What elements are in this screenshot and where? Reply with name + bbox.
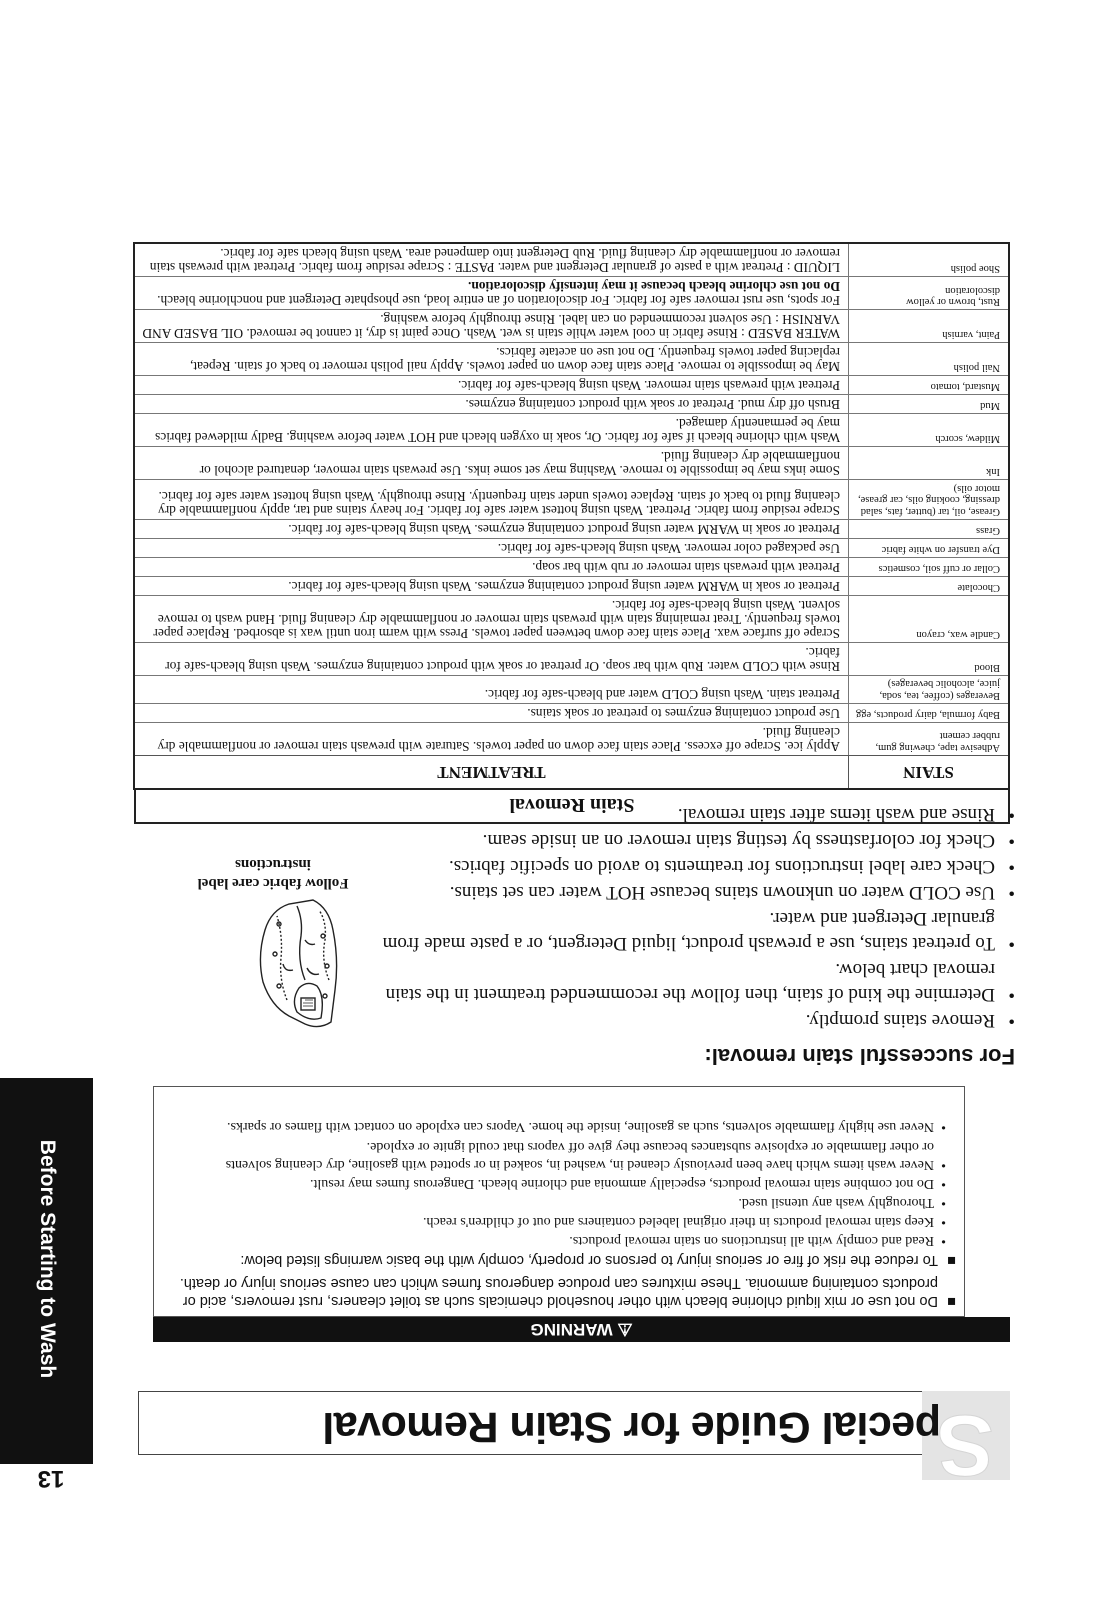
warning-bullet: • Read and comply with all instructions on stain removal products. — [569, 1233, 946, 1248]
table-row — [134, 343, 1009, 376]
table-row — [134, 704, 1009, 723]
table-row — [134, 577, 1009, 596]
stain-cell: Paint, varnish — [849, 310, 1010, 343]
treatment-cell: Scrape off surface wax. Place stain face down between paper towels. Press with warm iron until wax is absorbed. Replace paper towels frequently. Treat remaining stain with prewash stain remover or nonflammable dry cleaning fluid. Hand wash to remove solvent. Wash using bleach-safe for fabric. — [134, 596, 849, 643]
stain-cell: Nail polish — [849, 343, 1010, 376]
table-row — [134, 244, 1009, 278]
treatment-cell: Brush off dry mud. Pretreat or soak with product containing enzymes. — [134, 395, 849, 414]
stain-cell: Mustard, tomato — [849, 376, 1010, 395]
table-row — [134, 643, 1009, 676]
table-row — [134, 376, 1009, 395]
title-initial: S — [936, 1397, 994, 1493]
warning-item: ■ Do not use or mix liquid chlorine bleach with other household chemicals such as toilet cleaners, rust removers, acid or products containing ammonia. These mixtures can produce dangerous fumes which can cause serious injury or death. — [164, 1274, 964, 1310]
side-rule — [0, 1436, 93, 1438]
successful-bullet: • Remove stains promptly. — [805, 1010, 1015, 1031]
treatment-bold-note: Do not use chlorine bleach because it may intensify discoloration. — [468, 279, 840, 295]
table-header-row — [134, 756, 1009, 790]
treatment-cell: Use product containing enzymes to pretreat or soak stains. — [134, 704, 849, 723]
treatment-cell: WATER BASED : Rinse fabric in cool water while stain is wet. Wash. Once paint is dry, it cannot be removed. OIL BASED AND VARNISH : Use solvent recommended on can label. Rinse throughly before washing. — [134, 310, 849, 343]
warning-line: Do not use or mix liquid chlorine bleach with other household chemicals such as toilet cleaners, rust removers, acid or — [182, 1293, 938, 1309]
treatment-cell: Pretreat with prewash stain remover or rub with bar soap. — [134, 558, 849, 577]
treatment-cell: For spots, use rust remover safe for fabric. For discoloration of an entire load, use phosphate Detergent and nonchlorine bleach. Do not use chlorine bleach because it may intensify discoloration. — [134, 277, 849, 310]
treatment-cell: Some inks may be impossible to remove. Washing may set some inks. Use prewash stain remover, denatured alcohol or nonflammable dry cleaning fluid. — [134, 447, 849, 480]
stain-cell: Baby formula, dairy products, egg — [849, 704, 1010, 723]
warning-bullet: • Never use highly flammable solvents, such as gasoline, inside the home. Vapors can explode on contact with flames or sparks. — [227, 1119, 946, 1134]
table-row — [134, 480, 1009, 520]
treatment-cell: May be impossible to remove. Place stain face down on paper towels. Apply nail polish remover to back of stain. Repeat, replacing paper towels frequently. Do not use on acetate fabrics. — [134, 343, 849, 376]
table-row — [134, 539, 1009, 558]
treatment-cell: Apply ice. Scrape off excess. Place stain face down on paper towels. Saturate with prewash stain remover or nonflammable dry cleaning fluid. — [134, 723, 849, 756]
treatment-cell: Pretreat or soak in WARM water using product containing enzymes. Wash using bleach-safe for fabric. — [134, 577, 849, 596]
table-row — [134, 676, 1009, 704]
table-row — [134, 395, 1009, 414]
warning-bullet: • Thoroughly wash any utensil used. — [738, 1195, 946, 1210]
warning-header: ⚠ WARNING — [153, 1317, 1010, 1342]
table-row — [134, 558, 1009, 577]
treatment-cell: Pretreat with prewash stain remover. Wash using bleach-safe for fabric. — [134, 376, 849, 395]
stain-cell: Shoe polish — [849, 244, 1010, 278]
successful-bullets — [375, 800, 1015, 1032]
warning-bullets — [166, 1116, 946, 1249]
page-number: 13 — [37, 1465, 65, 1492]
warning-bullet: • Keep stain removal products in their original labeled containers and out of children's reach. — [422, 1214, 946, 1229]
treatment-cell: Pretreat or soak in WARM water using product containing enzymes. Wash using bleach-safe for fabric. — [134, 520, 849, 539]
successful-bullet: • Check care label instructions for treatments to avoid on specific fabrics. — [448, 856, 1015, 877]
successful-bullet: • Use COLD water on unknown stains because HOT water can set stains. — [449, 882, 1015, 903]
warning-line: To reduce the risk of fire or serious injury to persons or property, comply with the basic warnings listed below: — [240, 1252, 938, 1268]
warning-item: ■ To reduce the risk of fire or serious injury to persons or property, comply with the basic warnings listed below: — [164, 1251, 964, 1269]
warning-line: products containing ammonia. These mixtures can produce dangerous fumes which can cause serious injury or death. — [179, 1275, 938, 1291]
stain-cell: Mud — [849, 395, 1010, 414]
column-header-stain: STAIN — [849, 756, 1010, 790]
treatment-cell: Wash with chlorine bleach if safe for fabric. Or, soak in oxygen bleach and HOT water before washing. Badly mildewed fabrics may be permanently damaged. — [134, 414, 849, 447]
successful-bullet: • To pretreat stains, use a prewash product, liquid Detergent, or a paste made from granular Detergent and water. — [382, 908, 1015, 954]
side-tab-label: Before Starting to Wash — [36, 1139, 59, 1379]
successful-bullet: • Determine the kind of stain, then follow the recommended treatment in the stain removal chart below. — [385, 959, 1015, 1005]
stain-cell: Mildew, scorch — [849, 414, 1010, 447]
stain-cell: Rust, brown or yellow discoloration — [849, 277, 1010, 310]
successful-bullet: • Check for colorfastness by testing stain remover on an inside seam. — [482, 830, 1015, 851]
successful-bullet: • Rinse and wash items after stain removal. — [677, 804, 1015, 825]
section-heading: For successful stain removal: — [704, 1044, 1015, 1069]
stain-cell: Grass — [849, 520, 1010, 539]
stain-cell: Candle wax, crayon — [849, 596, 1010, 643]
treatment-cell: LIQUID : Pretreat with a paste of granular Detergent and water. PASTE : Scrape residue from fabric. Pretreat with prewash stain remover or nonflammable dry cleaning fluid. Rub Detergent into dampened area. Wash using bleach safe for fabric. — [134, 244, 849, 278]
treatment-cell: Rinse with COLD water. Rub with bar soap. Or pretreat or soak with product containing enzymes. Wash using bleach-safe for fabric. — [134, 643, 849, 676]
stain-cell: Beverages (coffee, tea, soda, juice, alcoholic beverages) — [849, 676, 1010, 704]
stain-cell: Ink — [849, 447, 1010, 480]
page-title: pecial Guide for Stain Removal — [322, 1403, 941, 1451]
stain-removal-table — [133, 243, 1010, 791]
table-row — [134, 277, 1009, 310]
table-row — [134, 447, 1009, 480]
warning-bullet: • Never wash items which have been previously cleaned in, washed in, soaked in or spotted with gasoline, dry cleaning solvents or other flammable or explosive substances because they give off vapors that could ignite or explode. — [225, 1139, 946, 1172]
table-row — [134, 520, 1009, 539]
table-row — [134, 310, 1009, 343]
stain-cell: Dye transfer on white fabric — [849, 539, 1010, 558]
column-header-treatment: TREATMENT — [134, 756, 849, 790]
stain-cell: Collar or cuff soil, cosmetics — [849, 558, 1010, 577]
illustration-caption: Follow fabric care label instructions — [197, 856, 349, 891]
table-row — [134, 414, 1009, 447]
warning-box — [153, 1086, 965, 1317]
table-row — [134, 596, 1009, 643]
table-title: Stain Removal — [134, 789, 1010, 824]
stain-cell: Grease, oil, tar (butter, fats, salad dressing, cooking oils, car grease, motor oils) — [849, 480, 1010, 520]
shirt-care-label-illustration — [249, 890, 349, 1040]
stain-cell: Chocolate — [849, 577, 1010, 596]
treatment-cell: Use packaged color remover. Wash using bleach-safe for fabric. — [134, 539, 849, 558]
table-row — [134, 723, 1009, 756]
treatment-cell: Pretreat stain. Wash using COLD water and bleach-safe for fabric. — [134, 676, 849, 704]
stain-cell: Blood — [849, 643, 1010, 676]
treatment-cell: Scrape residue from fabric. Pretreat. Wash using hottest water safe for fabric. For heavy stains and tar, apply nonflammable dry cleaning fluid to back of stain. Replace towels under stain frequently. Rinse throughly. Wash using hottest water safe for fabric. — [134, 480, 849, 520]
warning-bullet: • Do not combine stain removal products, especially ammonia and chlorine bleach. Dangerous fumes may result. — [310, 1176, 946, 1191]
stain-cell: Adhesive tape, chewing gum, rubber cement — [849, 723, 1010, 756]
